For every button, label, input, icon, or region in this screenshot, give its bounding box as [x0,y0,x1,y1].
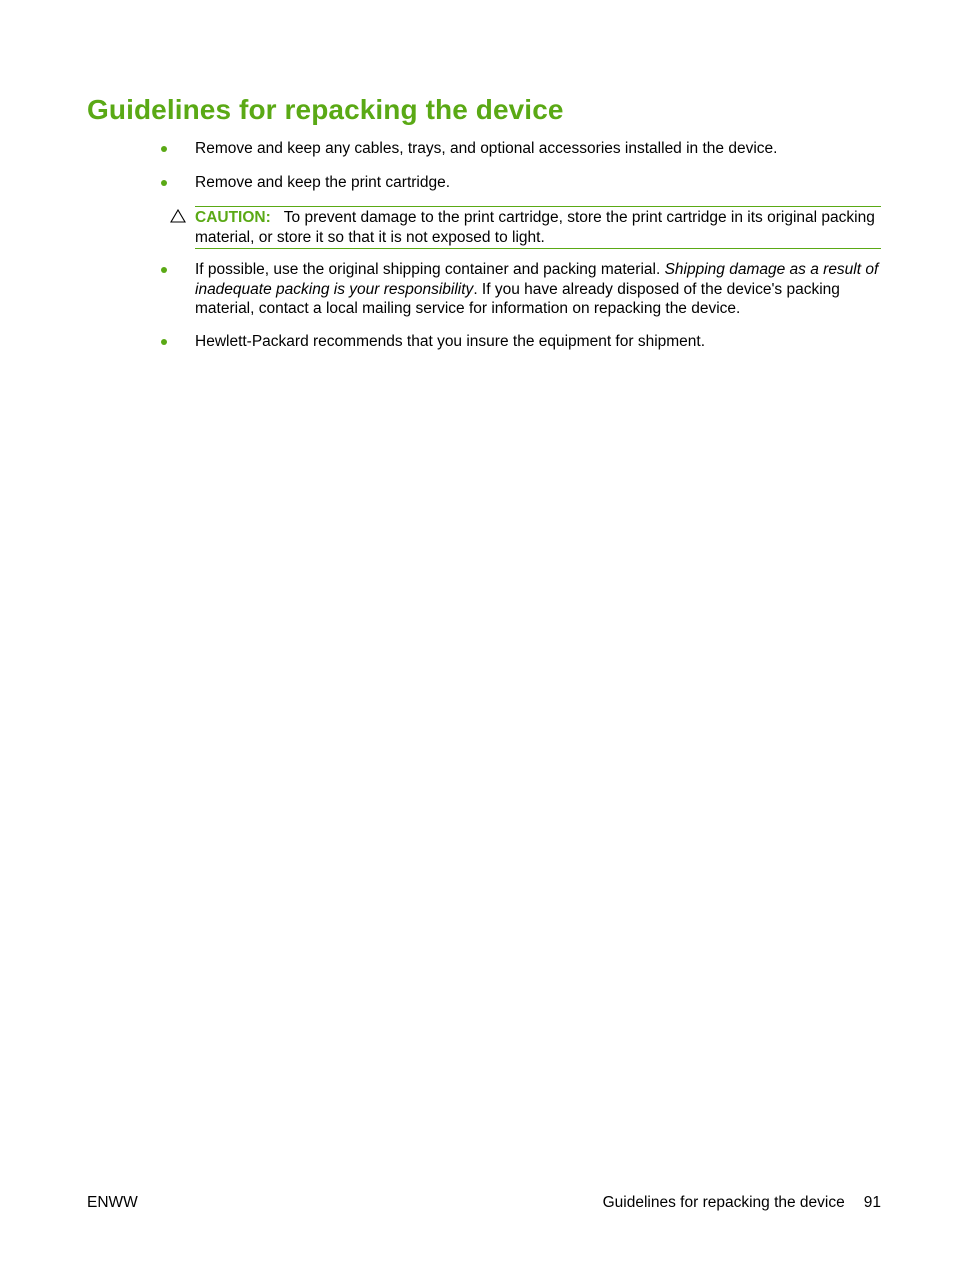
list-item-text: Hewlett-Packard recommends that you insure the equipment for shipment. [195,333,706,350]
footer-label: ENWW [87,1194,138,1211]
list-item [195,173,885,193]
caution-triangle-icon [170,209,186,223]
bullet-icon [161,146,167,152]
list-item [195,139,885,159]
caution-label: CAUTION: [195,209,271,226]
list-item-emphasis: Shipping damage as a result of inadequate packing is your responsibility [195,261,879,298]
caution-text: To prevent damage to the print cartridge, store the print cartridge in its original packing material, or store it so that it is not exposed to light. [195,209,875,246]
caution-note [195,206,881,249]
page-number: 91 [863,1194,881,1211]
list-item [195,332,885,352]
page-title: Guidelines for repacking the device [87,94,564,125]
list-item [195,260,885,319]
list-item-text: Remove and keep the print cartridge. [195,174,451,191]
footer-section-title: Guidelines for repacking the device [602,1194,845,1211]
bullet-icon [161,267,167,273]
list-item-text: Remove and keep any cables, trays, and optional accessories installed in the device. [195,140,778,157]
list-item-text: If possible, use the original shipping container and packing material. [195,261,665,278]
bullet-icon [161,339,167,345]
list-item-text-continued: . If you have already disposed of the device's packing material, contact a local mailing service for information on repacking the device. [195,280,840,317]
bullet-icon [161,180,167,186]
footer-section [603,1193,881,1212]
